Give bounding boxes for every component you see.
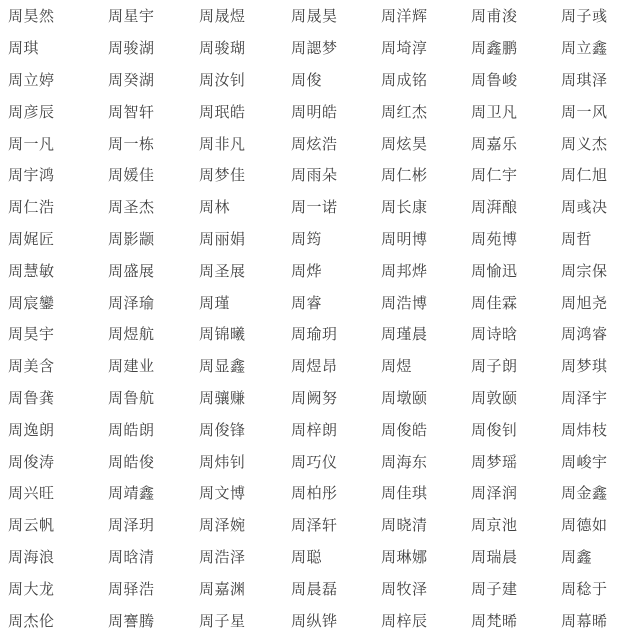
name-cell: 周梵晞 — [471, 611, 518, 630]
name-row — [0, 191, 623, 223]
name-cell: 周京池 — [471, 516, 518, 535]
name-cell: 周琪泽 — [561, 70, 608, 89]
name-cell: 周宸鑾 — [8, 293, 55, 312]
name-cell: 周影颛 — [108, 229, 155, 248]
name-row — [0, 95, 623, 127]
name-cell: 周牧泽 — [381, 579, 428, 598]
name-cell: 周炜枝 — [561, 420, 608, 439]
name-cell: 周癸湖 — [108, 70, 155, 89]
name-row — [0, 604, 623, 636]
name-cell: 周红杰 — [381, 102, 428, 121]
name-cell: 周俊皓 — [381, 420, 428, 439]
name-cell: 周洋辉 — [381, 7, 428, 26]
name-cell: 周美含 — [8, 357, 55, 376]
name-cell: 周俊涛 — [8, 452, 55, 471]
name-cell: 周非凡 — [199, 134, 246, 153]
name-cell: 周媛佳 — [108, 166, 155, 185]
name-cell: 周稔于 — [561, 579, 608, 598]
name-cell: 周阙努 — [291, 388, 338, 407]
name-cell: 周筠 — [291, 229, 323, 248]
name-cell: 周昊宇 — [8, 325, 55, 344]
name-cell: 周明博 — [381, 229, 428, 248]
name-cell: 周靖鑫 — [108, 484, 155, 503]
name-row — [0, 477, 623, 509]
name-cell: 周逸朗 — [8, 420, 55, 439]
name-cell: 周苑博 — [471, 229, 518, 248]
name-cell: 周俊 — [291, 70, 323, 89]
name-cell: 周泽宇 — [561, 388, 608, 407]
name-cell: 周謇腾 — [108, 611, 155, 630]
name-cell: 周皓朗 — [108, 420, 155, 439]
name-cell: 周大龙 — [8, 579, 55, 598]
name-cell: 周哲 — [561, 229, 593, 248]
name-cell: 周佳琪 — [381, 484, 428, 503]
name-cell: 周泽婉 — [199, 516, 246, 535]
name-cell: 周娓匠 — [8, 229, 55, 248]
name-cell: 周卫凡 — [471, 102, 518, 121]
name-cell: 周彧决 — [561, 198, 608, 217]
name-cell: 周仁浩 — [8, 198, 55, 217]
name-cell: 周烨 — [291, 261, 323, 280]
name-cell: 周巧仪 — [291, 452, 338, 471]
name-row — [0, 572, 623, 604]
name-cell: 周埼淳 — [381, 39, 428, 58]
name-cell: 周仁宇 — [471, 166, 518, 185]
name-cell: 周琳娜 — [381, 547, 428, 566]
name-row — [0, 0, 623, 32]
name-cell: 周睿 — [291, 293, 323, 312]
name-cell: 周宗保 — [561, 261, 608, 280]
name-cell: 周浩博 — [381, 293, 428, 312]
name-row — [0, 318, 623, 350]
name-cell: 周愉迅 — [471, 261, 518, 280]
name-cell: 周显鑫 — [199, 357, 246, 376]
name-cell: 周子建 — [471, 579, 518, 598]
name-cell: 周泽轩 — [291, 516, 338, 535]
name-cell: 周鲁航 — [108, 388, 155, 407]
name-cell: 周丽娟 — [199, 229, 246, 248]
name-cell: 周嘉乐 — [471, 134, 518, 153]
name-cell: 周明皓 — [291, 102, 338, 121]
name-cell: 周云帆 — [8, 516, 55, 535]
name-row — [0, 32, 623, 64]
name-cell: 周子朗 — [471, 357, 518, 376]
name-cell: 周晨磊 — [291, 579, 338, 598]
name-cell: 周煜昂 — [291, 357, 338, 376]
name-cell: 周纵铧 — [291, 611, 338, 630]
name-cell: 周驿浩 — [108, 579, 155, 598]
name-cell: 周墩颐 — [381, 388, 428, 407]
name-cell: 周义杰 — [561, 134, 608, 153]
name-cell: 周子彧 — [561, 7, 608, 26]
name-cell: 周煜 — [381, 357, 413, 376]
name-cell: 周俊钊 — [471, 420, 518, 439]
name-cell: 周盛展 — [108, 261, 155, 280]
name-cell: 周杰伦 — [8, 611, 55, 630]
name-cell: 周峻宇 — [561, 452, 608, 471]
name-cell: 周炫浩 — [291, 134, 338, 153]
name-cell: 周兴旺 — [8, 484, 55, 503]
name-cell: 周骏湖 — [108, 39, 155, 58]
name-cell: 周邦烨 — [381, 261, 428, 280]
name-cell: 周汝钊 — [199, 70, 246, 89]
name-cell: 周鑫 — [561, 547, 593, 566]
name-cell: 周文博 — [199, 484, 246, 503]
name-cell: 周晟昊 — [291, 7, 338, 26]
name-cell: 周鲁龚 — [8, 388, 55, 407]
name-cell: 周梓朗 — [291, 420, 338, 439]
name-cell: 周晟煜 — [199, 7, 246, 26]
name-cell: 周晓清 — [381, 516, 428, 535]
name-cell: 周仁旭 — [561, 166, 608, 185]
name-cell: 周圣杰 — [108, 198, 155, 217]
name-cell: 周泽瑜 — [108, 293, 155, 312]
name-cell: 周成铭 — [381, 70, 428, 89]
name-row — [0, 254, 623, 286]
name-cell: 周鲁峻 — [471, 70, 518, 89]
name-row — [0, 127, 623, 159]
name-cell: 周諰梦 — [291, 39, 338, 58]
name-cell: 周泽玥 — [108, 516, 155, 535]
name-cell: 周晗清 — [108, 547, 155, 566]
name-cell: 周德如 — [561, 516, 608, 535]
name-cell: 周一诺 — [291, 198, 338, 217]
name-cell: 周珉皓 — [199, 102, 246, 121]
name-cell: 周皓俊 — [108, 452, 155, 471]
name-row — [0, 445, 623, 477]
name-cell: 周骧赚 — [199, 388, 246, 407]
name-cell: 周海东 — [381, 452, 428, 471]
name-cell: 周骏瑚 — [199, 39, 246, 58]
name-cell: 周海浪 — [8, 547, 55, 566]
name-cell: 周瑜玥 — [291, 325, 338, 344]
name-row — [0, 159, 623, 191]
name-cell: 周旭尧 — [561, 293, 608, 312]
name-cell: 周昊然 — [8, 7, 55, 26]
name-row — [0, 286, 623, 318]
name-cell: 周智轩 — [108, 102, 155, 121]
name-cell: 周炫昊 — [381, 134, 428, 153]
name-cell: 周瑾 — [199, 293, 231, 312]
name-cell: 周嘉渊 — [199, 579, 246, 598]
name-cell: 周彦辰 — [8, 102, 55, 121]
name-row — [0, 350, 623, 382]
name-cell: 周幕晞 — [561, 611, 608, 630]
name-row — [0, 64, 623, 96]
name-cell: 周星宇 — [108, 7, 155, 26]
name-row — [0, 382, 623, 414]
name-cell: 周仁彬 — [381, 166, 428, 185]
name-row — [0, 509, 623, 541]
name-cell: 周立婷 — [8, 70, 55, 89]
name-cell: 周林 — [199, 198, 231, 217]
name-cell: 周琪 — [8, 39, 40, 58]
name-cell: 周长康 — [381, 198, 428, 217]
name-cell: 周梦佳 — [199, 166, 246, 185]
name-cell: 周慧敏 — [8, 261, 55, 280]
name-cell: 周鸿睿 — [561, 325, 608, 344]
name-cell: 周诗晗 — [471, 325, 518, 344]
name-cell: 周瑾晨 — [381, 325, 428, 344]
name-cell: 周俊锋 — [199, 420, 246, 439]
name-cell: 周一风 — [561, 102, 608, 121]
name-cell: 周敦颐 — [471, 388, 518, 407]
name-row — [0, 223, 623, 255]
name-row — [0, 541, 623, 573]
name-cell: 周梦琪 — [561, 357, 608, 376]
name-cell: 周一栋 — [108, 134, 155, 153]
name-cell: 周鑫鹏 — [471, 39, 518, 58]
name-cell: 周甫浚 — [471, 7, 518, 26]
name-cell: 周雨朵 — [291, 166, 338, 185]
name-cell: 周锦曦 — [199, 325, 246, 344]
name-cell: 周聪 — [291, 547, 323, 566]
name-cell: 周金鑫 — [561, 484, 608, 503]
name-cell: 周子星 — [199, 611, 246, 630]
name-cell: 周梦瑶 — [471, 452, 518, 471]
name-cell: 周建业 — [108, 357, 155, 376]
name-cell: 周梓辰 — [381, 611, 428, 630]
name-cell: 周湃酿 — [471, 198, 518, 217]
name-cell: 周瑞晨 — [471, 547, 518, 566]
name-cell: 周柏彤 — [291, 484, 338, 503]
name-cell: 周圣展 — [199, 261, 246, 280]
name-cell: 周炜钊 — [199, 452, 246, 471]
name-cell: 周宇鸿 — [8, 166, 55, 185]
name-cell: 周浩泽 — [199, 547, 246, 566]
name-cell: 周一凡 — [8, 134, 55, 153]
name-cell: 周立鑫 — [561, 39, 608, 58]
name-cell: 周煜航 — [108, 325, 155, 344]
name-cell: 周佳霖 — [471, 293, 518, 312]
name-cell: 周泽润 — [471, 484, 518, 503]
name-row — [0, 413, 623, 445]
